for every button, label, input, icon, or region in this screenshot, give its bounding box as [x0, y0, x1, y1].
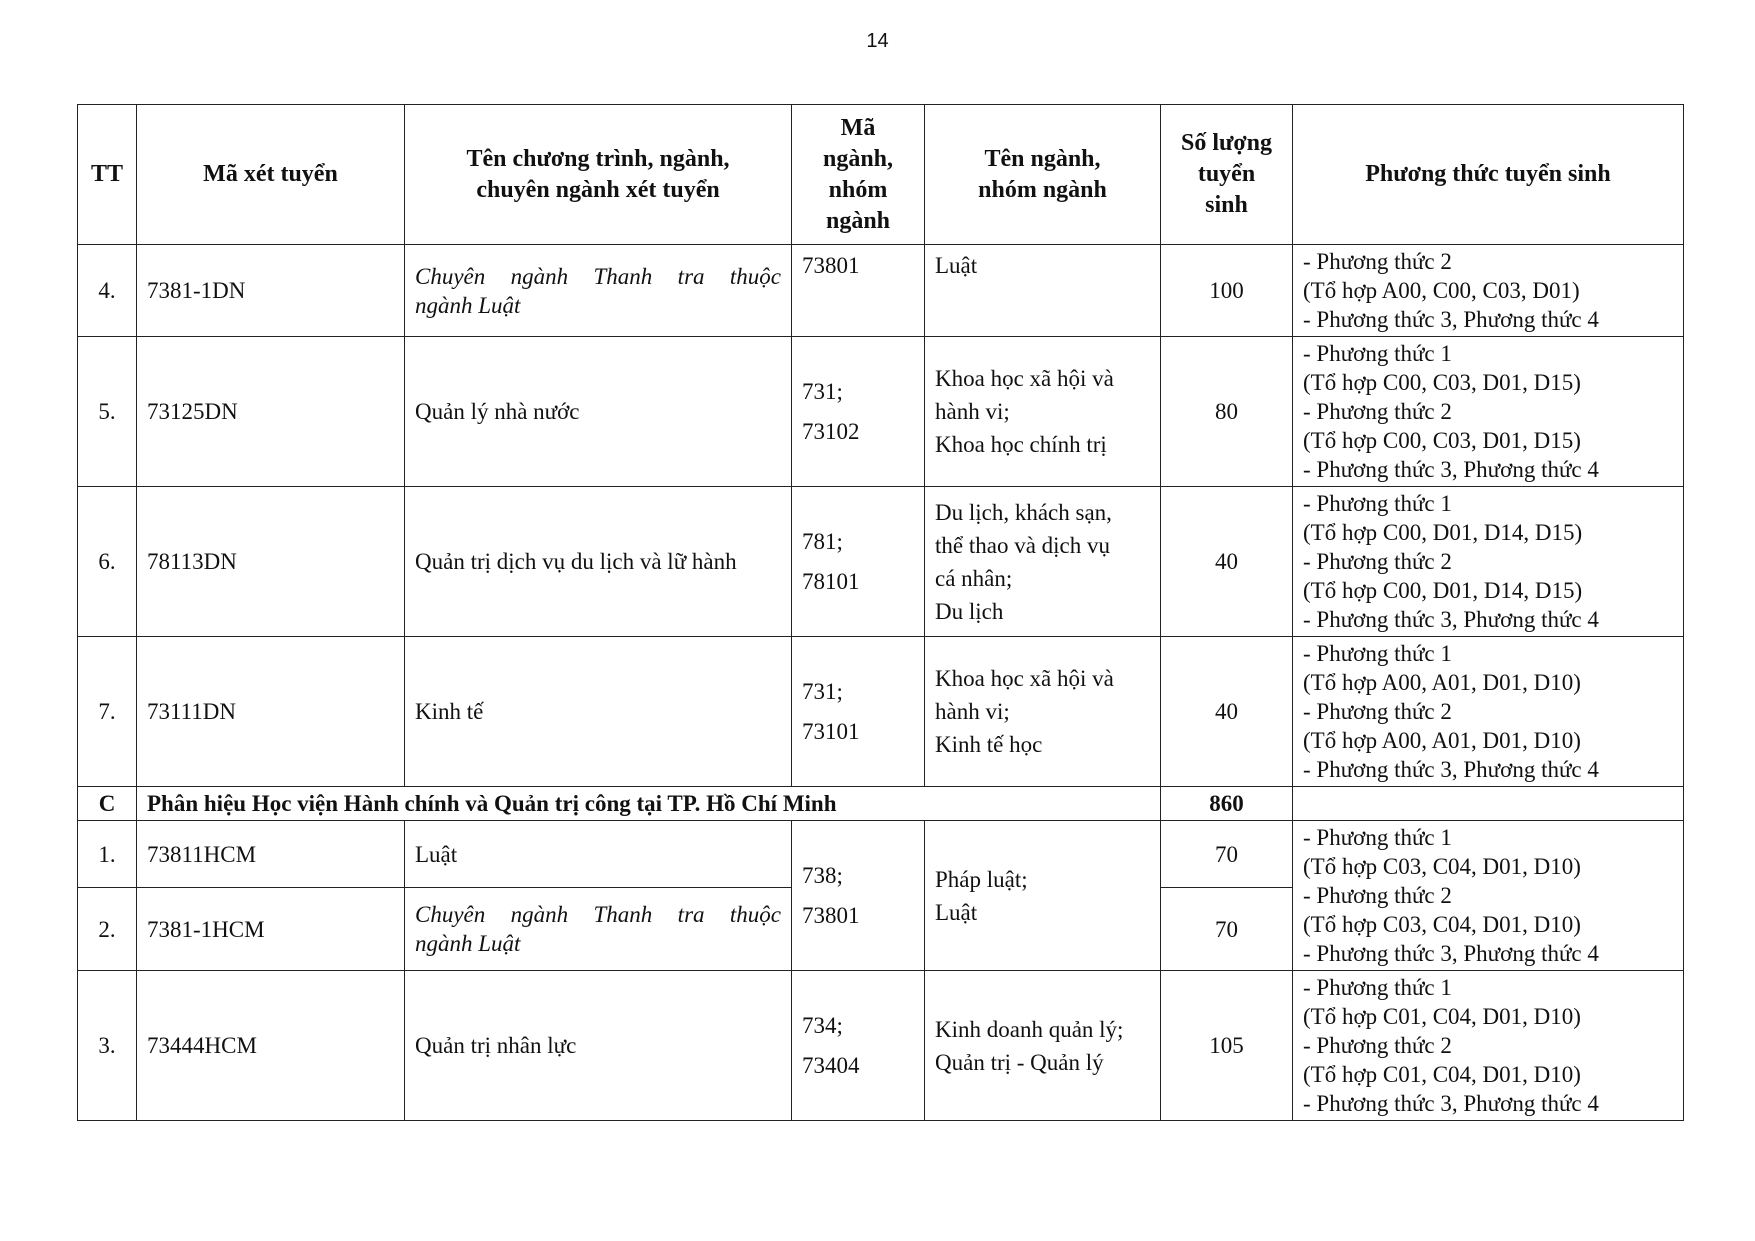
- cell-so-luong: 80: [1161, 337, 1293, 487]
- cell-ma-nganh: 734; 73404: [792, 971, 925, 1121]
- cell-ten-nganh: Khoa học xã hội và hành vi; Kinh tế học: [925, 637, 1161, 787]
- cell-ma-nganh: 781; 78101: [792, 487, 925, 637]
- cell-ten-chuong-trinh: Kinh tế: [405, 637, 792, 787]
- cell-ten-chuong-trinh: Quản lý nhà nước: [405, 337, 792, 487]
- cell-ten-nganh: Khoa học xã hội và hành vi; Khoa học chính trị: [925, 337, 1161, 487]
- cell-ma-xet-tuyen: 73111DN: [137, 637, 405, 787]
- header-tt: TT: [78, 105, 137, 245]
- cell-phuong-thuc: - Phương thức 1 (Tổ hợp C03, C04, D01, D10) - Phương thức 2 (Tổ hợp C03, C04, D01, D10) - Phương thức 3, Phương thức 4: [1293, 821, 1684, 971]
- cell-tt: 7.: [78, 637, 137, 787]
- cell-tt: 4.: [78, 245, 137, 337]
- cell-ma-xet-tuyen: 7381-1DN: [137, 245, 405, 337]
- cell-so-luong: 100: [1161, 245, 1293, 337]
- cell-ten-nganh: Luật: [925, 245, 1161, 337]
- cell-ten-chuong-trinh: Luật: [405, 821, 792, 888]
- cell-ten-nganh: Du lịch, khách sạn, thể thao và dịch vụ cá nhân; Du lịch: [925, 487, 1161, 637]
- cell-tt: 5.: [78, 337, 137, 487]
- cell-so-luong: 40: [1161, 637, 1293, 787]
- cell-ten-nganh: Pháp luật; Luật: [925, 821, 1161, 971]
- section-total: 860: [1161, 787, 1293, 821]
- section-row: [78, 787, 1684, 821]
- section-empty-cell: [1293, 787, 1684, 821]
- cell-ten-chuong-trinh: Quản trị dịch vụ du lịch và lữ hành: [405, 487, 792, 637]
- cell-ma-nganh: 73801: [792, 245, 925, 337]
- cell-so-luong: 105: [1161, 971, 1293, 1121]
- cell-ma-xet-tuyen: 73125DN: [137, 337, 405, 487]
- cell-ma-nganh: 738; 73801: [792, 821, 925, 971]
- cell-ma-xet-tuyen: 73811HCM: [137, 821, 405, 888]
- table-row: [78, 337, 1684, 487]
- admission-table: [77, 104, 1684, 1121]
- table-row: [78, 487, 1684, 637]
- cell-ten-chuong-trinh: Chuyên ngành Thanh tra thuộc ngành Luật: [405, 888, 792, 971]
- cell-ten-chuong-trinh: Chuyên ngành Thanh tra thuộc ngành Luật: [405, 245, 792, 337]
- table-row: [78, 821, 1684, 888]
- cell-ma-nganh: 731; 73102: [792, 337, 925, 487]
- cell-ma-nganh: 731; 73101: [792, 637, 925, 787]
- cell-phuong-thuc: - Phương thức 1 (Tổ hợp A00, A01, D01, D10) - Phương thức 2 (Tổ hợp A00, A01, D01, D10) - Phương thức 3, Phương thức 4: [1293, 637, 1684, 787]
- header-ma-nganh: Mã ngành, nhóm ngành: [792, 105, 925, 245]
- cell-ten-nganh: Kinh doanh quản lý; Quản trị - Quản lý: [925, 971, 1161, 1121]
- section-title: Phân hiệu Học viện Hành chính và Quản trị công tại TP. Hồ Chí Minh: [137, 787, 1161, 821]
- cell-tt: 3.: [78, 971, 137, 1121]
- cell-so-luong: 40: [1161, 487, 1293, 637]
- cell-tt: 1.: [78, 821, 137, 888]
- cell-ma-xet-tuyen: 7381-1HCM: [137, 888, 405, 971]
- table-row: [78, 245, 1684, 337]
- header-ten-nganh: Tên ngành, nhóm ngành: [925, 105, 1161, 245]
- header-ma-xet-tuyen: Mã xét tuyển: [137, 105, 405, 245]
- cell-so-luong: 70: [1161, 821, 1293, 888]
- cell-tt: 6.: [78, 487, 137, 637]
- header-phuong-thuc: Phương thức tuyển sinh: [1293, 105, 1684, 245]
- cell-phuong-thuc: - Phương thức 2 (Tổ hợp A00, C00, C03, D01) - Phương thức 3, Phương thức 4: [1293, 245, 1684, 337]
- cell-so-luong: 70: [1161, 888, 1293, 971]
- section-code: C: [78, 787, 137, 821]
- cell-phuong-thuc: - Phương thức 1 (Tổ hợp C00, C03, D01, D15) - Phương thức 2 (Tổ hợp C00, C03, D01, D15) - Phương thức 3, Phương thức 4: [1293, 337, 1684, 487]
- cell-tt: 2.: [78, 888, 137, 971]
- header-row: [78, 105, 1684, 245]
- page-number: 14: [866, 30, 889, 52]
- cell-phuong-thuc: - Phương thức 1 (Tổ hợp C00, D01, D14, D15) - Phương thức 2 (Tổ hợp C00, D01, D14, D15) - Phương thức 3, Phương thức 4: [1293, 487, 1684, 637]
- cell-ten-chuong-trinh: Quản trị nhân lực: [405, 971, 792, 1121]
- cell-phuong-thuc: - Phương thức 1 (Tổ hợp C01, C04, D01, D10) - Phương thức 2 (Tổ hợp C01, C04, D01, D10) - Phương thức 3, Phương thức 4: [1293, 971, 1684, 1121]
- header-ten-chuong-trinh: Tên chương trình, ngành, chuyên ngành xét tuyển: [405, 105, 792, 245]
- table-row: [78, 637, 1684, 787]
- cell-ma-xet-tuyen: 78113DN: [137, 487, 405, 637]
- header-so-luong: Số lượng tuyển sinh: [1161, 105, 1293, 245]
- cell-ma-xet-tuyen: 73444HCM: [137, 971, 405, 1121]
- table-row: [78, 971, 1684, 1121]
